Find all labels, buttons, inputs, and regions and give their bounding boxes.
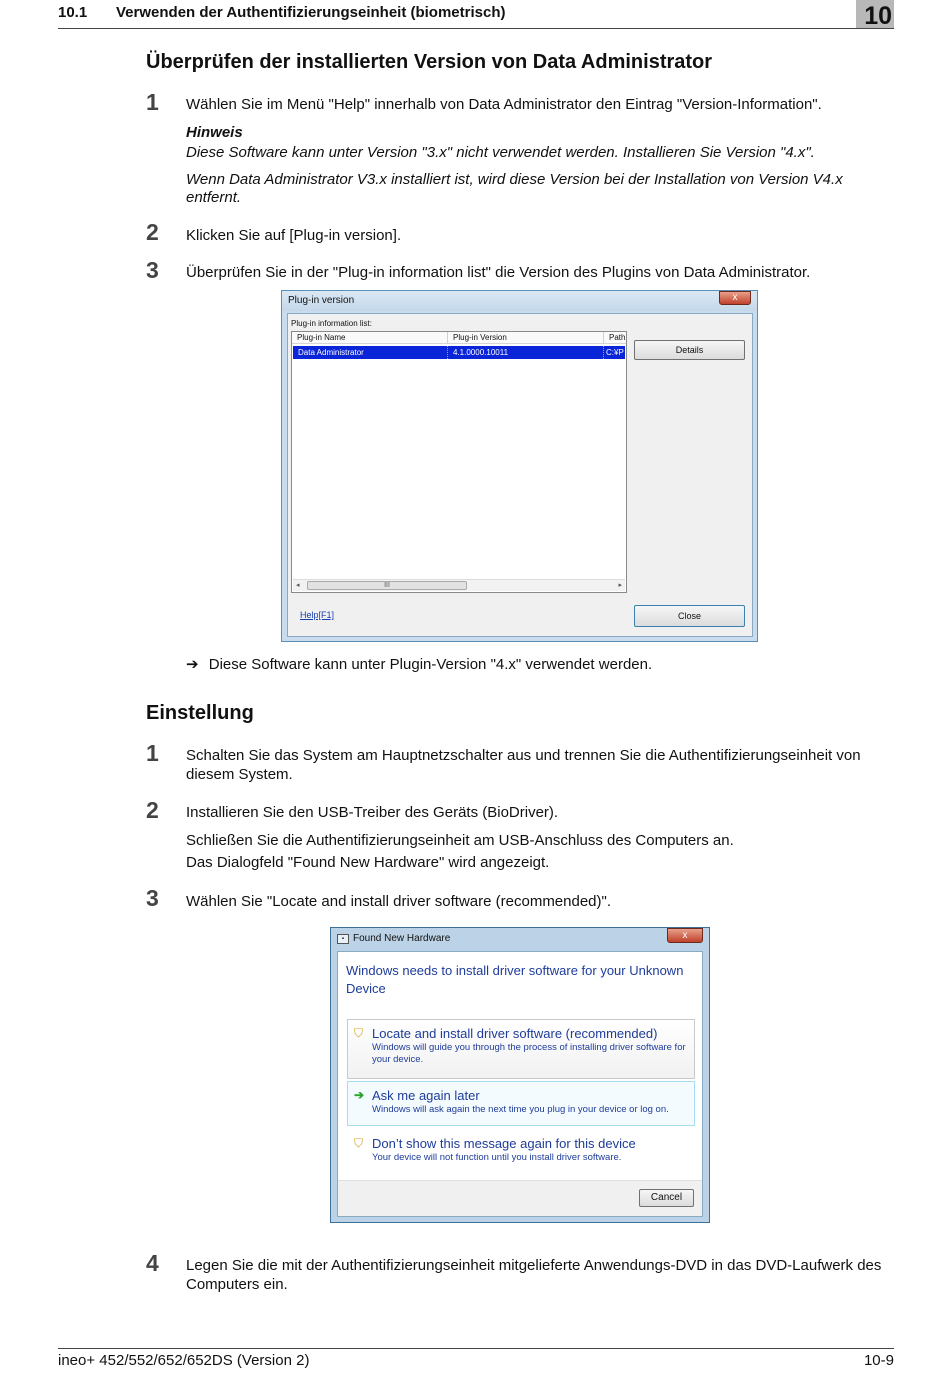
- scroll-thumb[interactable]: III: [307, 581, 467, 590]
- section-number: 10.1: [58, 4, 88, 21]
- list-label: Plug-in information list:: [291, 319, 372, 328]
- option-title: Locate and install driver software (recommended): [372, 1026, 658, 1041]
- result-text: Diese Software kann unter Plugin-Version "4.x" verwendet werden.: [208, 656, 653, 673]
- result-line: [186, 655, 894, 674]
- close-icon[interactable]: x: [719, 291, 751, 305]
- result-arrow-icon: ➔: [186, 656, 199, 673]
- footer-page-number: 10-9: [863, 1352, 894, 1369]
- note-text: Diese Software kann unter Version "3.x" nicht verwendet werden. Installieren Sie Version "4.x".: [186, 144, 815, 161]
- plugin-version-dialog: [281, 290, 758, 642]
- found-new-hardware-dialog: [330, 927, 710, 1223]
- step-text: Überprüfen Sie in der "Plug-in information list" die Version des Plugins von Data Administrator.: [186, 264, 811, 281]
- option-ask-later[interactable]: [347, 1081, 695, 1126]
- step-number: 2: [146, 797, 159, 823]
- scroll-right-icon[interactable]: ▸: [618, 582, 622, 589]
- step-number: 1: [146, 740, 159, 766]
- arrow-icon: ➔: [354, 1088, 365, 1102]
- section-title: Verwenden der Authentifizierungseinheit (biometrisch): [116, 4, 506, 21]
- hardware-icon: ▪: [337, 934, 349, 944]
- step-text: Klicken Sie auf [Plug-in version].: [186, 227, 402, 244]
- chapter-badge: 10: [856, 0, 894, 28]
- step-number: 3: [146, 885, 159, 911]
- plugin-list[interactable]: [291, 331, 627, 593]
- option-dont-show[interactable]: [347, 1129, 695, 1174]
- close-button[interactable]: Close: [634, 605, 745, 627]
- section2-title: Einstellung: [146, 702, 254, 724]
- step-number: 1: [146, 89, 159, 115]
- step-text: Wählen Sie "Locate and install driver software (recommended)".: [186, 893, 612, 910]
- step-text: Schalten Sie das System am Hauptnetzschalter aus und trennen Sie die Authentifizierungseinheit von diesem System.: [186, 747, 861, 783]
- details-button[interactable]: Details: [634, 340, 745, 360]
- option-desc: Windows will ask again the next time you plug in your device or log on.: [372, 1104, 669, 1115]
- section1-title: Überprüfen der installierten Version von Data Administrator: [146, 51, 713, 73]
- dialog-body: [337, 951, 703, 1217]
- step-subtext: Schließen Sie die Authentifizierungseinheit am USB-Anschluss des Computers an.: [186, 832, 734, 849]
- step-subtext: Das Dialogfeld "Found New Hardware" wird angezeigt.: [186, 854, 550, 871]
- dialog-title: Found New Hardware: [353, 933, 451, 944]
- help-link[interactable]: Help[F1]: [300, 610, 335, 620]
- step-number: 4: [146, 1250, 159, 1276]
- table-row[interactable]: [293, 346, 625, 359]
- step-number: 2: [146, 219, 159, 245]
- option-title: Don’t show this message again for this device: [372, 1136, 636, 1151]
- table-cell: C:¥P: [606, 348, 624, 357]
- horizontal-scrollbar[interactable]: [293, 579, 625, 591]
- column-header[interactable]: Path: [604, 332, 627, 344]
- step-number: 3: [146, 257, 159, 283]
- dialog-footer: [338, 1180, 702, 1216]
- dialog-body: [287, 313, 753, 637]
- close-icon[interactable]: x: [667, 928, 703, 943]
- option-desc: Windows will guide you through the process of installing driver software for your device.: [372, 1042, 686, 1065]
- scroll-left-icon[interactable]: ◂: [296, 582, 300, 589]
- dialog-title: Plug-in version: [282, 291, 757, 311]
- column-header[interactable]: Plug-in Name: [292, 332, 448, 344]
- footer-divider: [58, 1348, 894, 1349]
- option-desc: Your device will not function until you install driver software.: [372, 1152, 622, 1163]
- shield-icon: ⛉: [354, 1026, 364, 1040]
- step-text: Legen Sie die mit der Authentifizierungseinheit mitgelieferte Anwendungs-DVD in das DVD-Laufwerk des Computers ein.: [186, 1257, 882, 1293]
- footer-model: ineo+ 452/552/652/652DS (Version 2): [58, 1352, 310, 1369]
- dialog-heading: Windows needs to install driver software for your Unknown Device: [346, 963, 684, 996]
- table-cell: 4.1.0000.10011: [448, 346, 604, 359]
- cancel-button[interactable]: Cancel: [639, 1189, 694, 1207]
- table-cell: Data Administrator: [293, 346, 448, 359]
- shield-icon: ⛉: [354, 1136, 364, 1150]
- option-locate-install[interactable]: [347, 1019, 695, 1079]
- option-title: Ask me again later: [372, 1088, 480, 1103]
- note-title: Hinweis: [186, 124, 243, 141]
- page-header: [58, 0, 894, 29]
- step-text: Wählen Sie im Menü "Help" innerhalb von Data Administrator den Eintrag "Version-Information".: [186, 96, 822, 113]
- step-text: Installieren Sie den USB-Treiber des Geräts (BioDriver).: [186, 804, 559, 821]
- column-header[interactable]: Plug-in Version: [448, 332, 604, 344]
- note-text: Wenn Data Administrator V3.x installiert ist, wird diese Version bei der Installation von Version V4.x entfernt.: [186, 171, 843, 206]
